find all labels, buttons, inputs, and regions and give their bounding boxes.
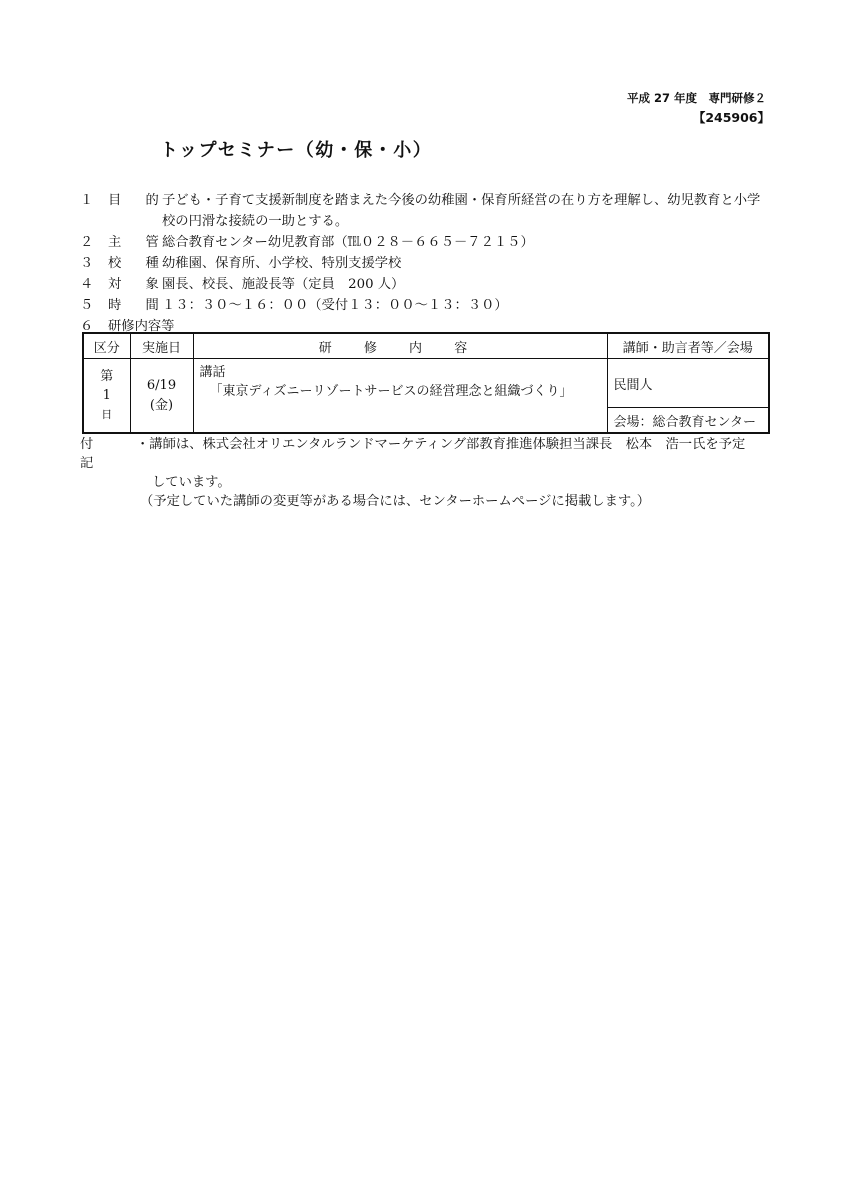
notes-label: 付 記	[80, 437, 104, 471]
kubun-line: 第	[100, 369, 114, 384]
note-line: （予定していた講師の変更等がある場合には、センターホームページに掲載します。）	[140, 494, 651, 509]
item-time	[80, 295, 770, 316]
item-label: 目 的	[108, 193, 169, 208]
header-content: 研 修 内 容	[193, 333, 607, 359]
notes-section	[80, 435, 772, 511]
header-instructor: 講師・助言者等／会場	[607, 333, 769, 359]
item-number: ６	[80, 319, 94, 334]
weekday-text: (金)	[149, 397, 174, 413]
item-number: １	[80, 193, 94, 208]
item-value: 子ども・子育て支援新制度を踏まえた今後の幼稚園・保育所経営の在り方を理解し、幼児教育と小学校の円滑な接続の一助とする。	[162, 193, 761, 229]
note-line: ・講師は、株式会社オリエンタルランドマーケティング部教育推進体験担当課長 松本 浩一氏を予定	[136, 437, 746, 452]
note-row	[80, 435, 772, 473]
item-number: ３	[80, 256, 94, 271]
cell-date	[130, 359, 193, 434]
cell-instructor: 民間人	[607, 359, 769, 408]
item-label: 研修内容等	[108, 319, 175, 334]
course-code: 【245906】	[692, 110, 770, 125]
item-school-types	[80, 253, 770, 274]
kubun-line: 日	[101, 408, 113, 421]
note-line: しています。	[152, 475, 231, 490]
item-number: ２	[80, 235, 94, 250]
content-title: 「東京ディズニーリゾートサービスの経営理念と組織づくり」	[209, 384, 573, 399]
kubun-line: 1	[102, 388, 111, 403]
cell-kubun	[83, 359, 130, 434]
item-label: 対 象	[108, 277, 169, 292]
schedule-table	[82, 332, 770, 434]
date-text: 6/19	[146, 377, 177, 393]
item-value: 園長、校長、施設長等（定員 200 人）	[162, 277, 405, 292]
item-label: 校 種	[108, 256, 169, 271]
header-kubun: 区分	[83, 333, 130, 359]
table-row	[83, 359, 769, 408]
item-number: ５	[80, 298, 94, 313]
content-type: 講話	[199, 365, 226, 380]
fiscal-year-line: 平成 27 年度 専門研修２	[626, 91, 766, 105]
item-value: 幼稚園、保育所、小学校、特別支援学校	[162, 256, 402, 271]
item-label: 主 管	[108, 235, 169, 250]
cell-content	[193, 359, 607, 434]
page-title: トップセミナー（幼・保・小）	[160, 140, 433, 161]
table-header-row	[83, 333, 769, 359]
item-target	[80, 274, 770, 295]
item-purpose	[80, 190, 770, 232]
course-items	[80, 190, 770, 337]
header-date: 実施日	[130, 333, 193, 359]
item-label: 時 間	[108, 298, 169, 313]
item-number: ４	[80, 277, 94, 292]
item-organizer	[80, 232, 770, 253]
cell-venue: 会場：総合教育センター	[607, 408, 769, 434]
item-value: １３：３０～１６：００（受付１３：００～１３：３０）	[162, 298, 508, 313]
item-value: 総合教育センター幼児教育部（℡０２８－６６５－７２１５）	[162, 235, 534, 250]
